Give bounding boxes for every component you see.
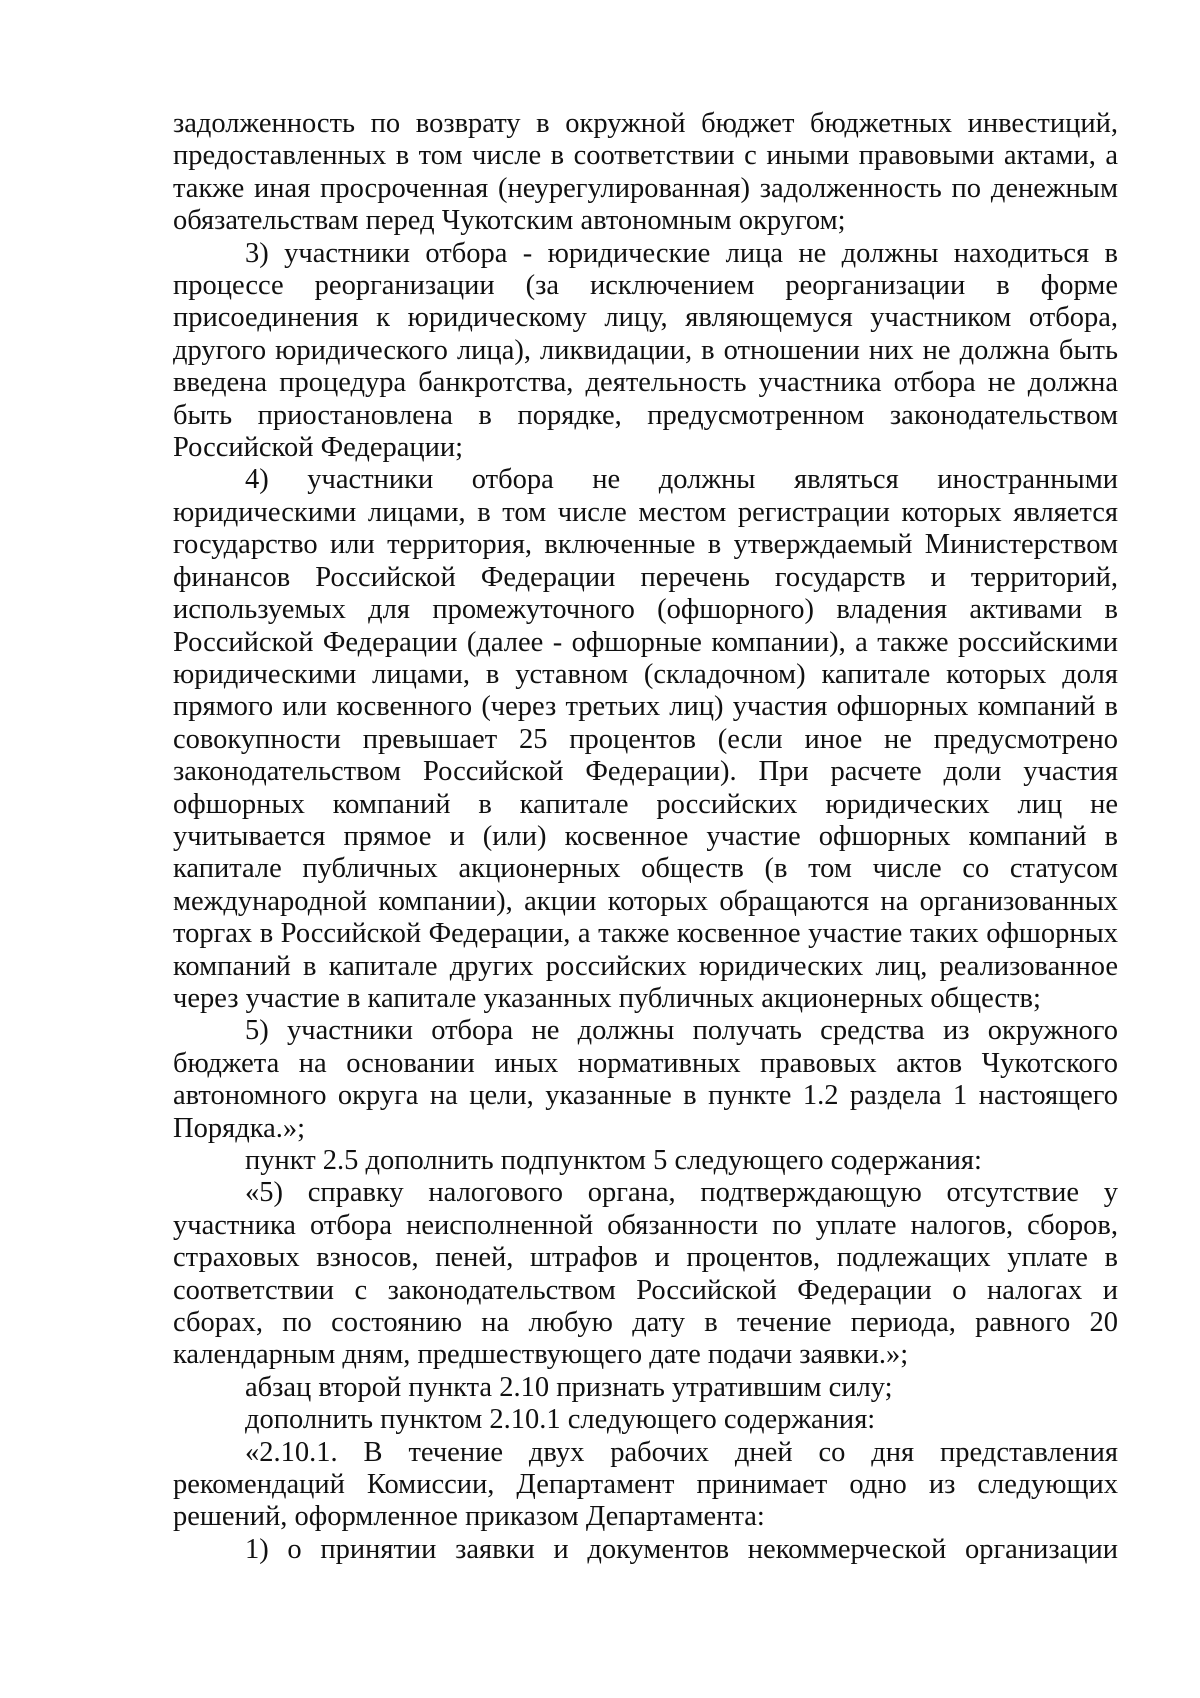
paragraph-repeal-2-10: абзац второй пункта 2.10 признать утратившим силу; [245,1371,893,1403]
paragraph-item-3-reorganization: 3) участники отбора - юридические лица не должны находиться в процессе реорганизации (за исключением реорганизации в форме присоединения к юридическому лицу, являющемуся участником отбора, другого юридического лица), ликвидации, в отношении них не должна быть введена процедура банкротства, деятельность участника отбора не должна быть приостановлена в порядке, предусмотренном законодательством Российской Федерации; [173,237,1118,464]
paragraph-add-2-10-1: дополнить пунктом 2.10.1 следующего содержания: [245,1404,876,1436]
paragraph-2-10-1-text: «2.10.1. В течение двух рабочих дней со дня представления рекомендаций Комиссии, Департамент принимает одно из следующих решений, оформленное приказом Департамента: [173,1436,1118,1533]
paragraph-tax-certificate: «5) справку налогового органа, подтверждающую отсутствие у участника отбора неисполненной обязанности по уплате налогов, сборов, страховых взносов, пеней, штрафов и процентов, подлежащих уплате в соответствии с законодательством Российской Федерации о налогах и сборах, по состоянию на любую дату в течение периода, равного 20 календарным дням, предшествующего дате подачи заявки.»; [173,1177,1118,1371]
paragraph-item-5-budget-funds: 5) участники отбора не должны получать средства из окружного бюджета на основании иных нормативных правовых актов Чукотского автономного округа на цели, указанные в пункте 1.2 раздела 1 настоящего Порядка.»; [173,1015,1118,1144]
paragraph-decision-1: 1) о принятии заявки и документов некоммерческой организации [245,1533,1118,1565]
paragraph-amend-2-5: пункт 2.5 дополнить подпунктом 5 следующего содержания: [245,1145,982,1176]
paragraph-debt-continuation: задолженность по возврату в окружной бюджет бюджетных инвестиций, предоставленных в том числе в соответствии с иными правовыми актами, а также иная просроченная (неурегулированная) задолженность по денежным обязательствам перед Чукотским автономным округом; [173,108,1118,237]
paragraph-item-4-offshore: 4) участники отбора не должны являться иностранными юридическими лицами, в том числе местом регистрации которых является государство или территория, включенные в утверждаемый Министерством финансов Российской Федерации перечень государств и территорий, используемых для промежуточного (офшорного) владения активами в Российской Федерации (далее - офшорные компании), а также российскими юридическими лицами, в уставном (складочном) капитале которых доля прямого или косвенного (через третьих лиц) участия офшорных компаний в совокупности превышает 25 процентов (если иное не предусмотрено законодательством Российской Федерации). При расчете доли участия офшорных компаний в капитале российских юридических лиц не учитывается прямое и (или) косвенное участие офшорных компаний в капитале публичных акционерных обществ (в том числе со статусом международной компании), акции которых обращаются на организованных торгах в Российской Федерации, а также косвенное участие таких офшорных компаний в капитале других российских юридических лиц, реализованное через участие в капитале указанных публичных акционерных обществ; [173,464,1118,1014]
document-page [173,108,1118,1566]
